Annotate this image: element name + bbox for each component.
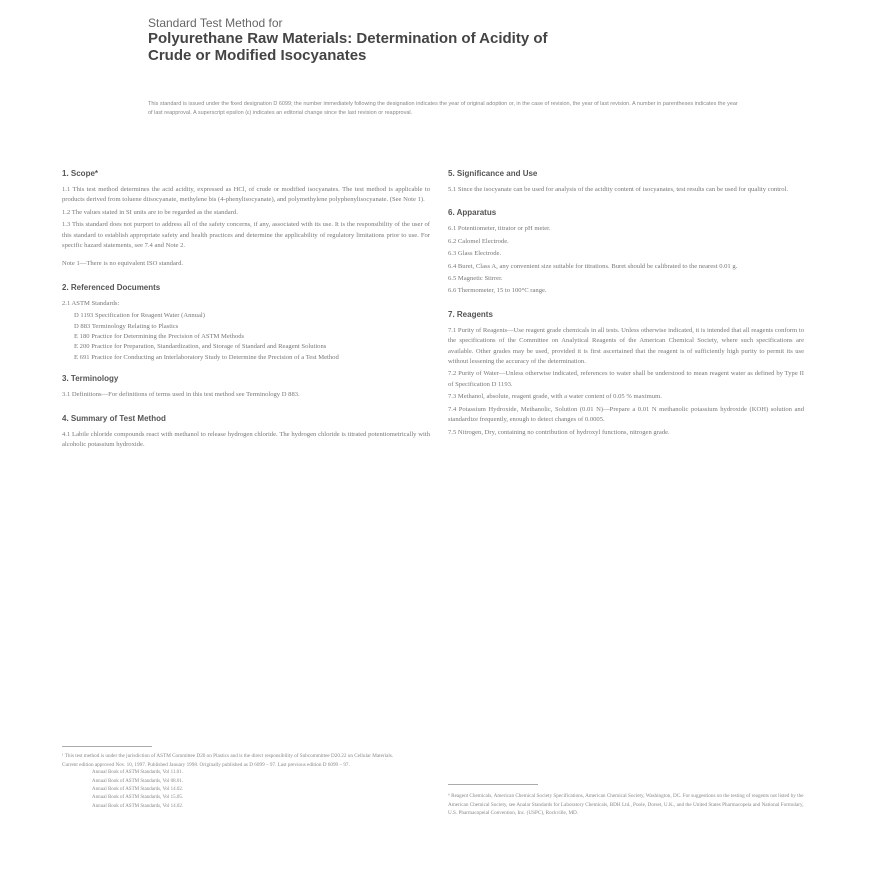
section-heading-apparatus: 6. Apparatus <box>448 208 497 218</box>
footnote: Current edition approved Nov. 10, 1997. Published January 1998. Originally published as D 6099 – 97. Last previous edition D 6099 – 97. <box>62 761 350 768</box>
apparatus-item: 6.4 Buret, Class A, any convenient size suitable for titrations. Buret should be calibrated to the nearest 0.01 g. <box>448 262 738 270</box>
scope-para-3: 1.3 This standard does not purport to address all of the safety concerns, if any, associated with its use. It is the responsibility of the user of this standard to establish appropriate safety and health practices and determine the applicability of regulatory limitations prior to use. For specific hazard statements, see 7.4 and Note 2. <box>62 221 430 250</box>
scope-note: Note 1—There is no equivalent ISO standard. <box>62 260 184 268</box>
title-line-3: Crude or Modified Isocyanates <box>148 47 367 64</box>
apparatus-item: 6.1 Potentiometer, titrator or pH meter. <box>448 225 551 233</box>
footnote: ⁶ Reagent Chemicals, American Chemical Society Specifications, American Chemical Society, Washington, DC. For suggestions on the testing of reagents not listed by the American Chemical Society, see Analar Standards for Laboratory Chemicals, BDH Ltd., Poole, Dorset, U.K., and the United States Pharmacopeia and National Formulary, U.S. Pharmacopeial Convention, Inc. (USPC), Rockville, MD. <box>448 793 804 817</box>
title-block <box>148 16 768 64</box>
reagents-para: 7.2 Purity of Water—Unless otherwise indicated, references to water shall be understood to mean reagent water as defined by Type II of Specification D 1193. <box>448 370 804 388</box>
referenced-item: D 1193 Specification for Reagent Water (Annual) <box>74 312 205 320</box>
footnote-table-row: Annual Book of ASTM Standards, Vol 14.02. <box>92 787 184 792</box>
reagents-para: 7.3 Methanol, absolute, reagent grade, with a water content of 0.05 % maximum. <box>448 393 662 401</box>
section-heading-summary: 4. Summary of Test Method <box>62 413 166 423</box>
footnote-table-row: Annual Book of ASTM Standards, Vol 14.02. <box>92 803 184 809</box>
section-heading-reagents: 7. Reagents <box>448 309 493 319</box>
reagents-para: 7.1 Purity of Reagents—Use reagent grade chemicals in all tests. Unless otherwise indicated, it is intended that all reagents conform to the specifications of the Committee on Analytical Reagents of the American Chemical Society, where such specifications are available. Other grades may be used, provided it is first ascertained that the reagent is of sufficiently high purity to permit its use without lessening the accuracy of the determination. <box>448 326 804 366</box>
summary-para: 4.1 Labile chloride compounds react with methanol to release hydrogen chloride. The hydrogen chloride is titrated potentiometrically with alcoholic potassium hydroxide. <box>62 430 430 449</box>
section-heading-terminology: 3. Terminology <box>62 374 119 384</box>
apparatus-item: 6.2 Calomel Electrode. <box>448 237 509 245</box>
title-line-2: Polyurethane Raw Materials: Determination of Acidity of <box>148 30 548 47</box>
scope-para-1: 1.1 This test method determines the acid acidity, expressed as HCl, of crude or modified isocyanates. The test method is applicable to products derived from toluene diisocyanate, methylene bis (4-phenylisocyanate), and polymethylene polyphenylisocyanate. (See Note 1). <box>62 186 430 204</box>
apparatus-item: 6.3 Glass Electrode. <box>448 250 502 258</box>
footnotes-right <box>448 792 804 818</box>
referenced-item: D 883 Terminology Relating to Plastics <box>74 322 179 330</box>
referenced-item: E 691 Practice for Conducting an Interlaboratory Study to Determine the Precision of a Test Method <box>74 353 339 361</box>
referenced-intro: 2.1 ASTM Standards: <box>62 299 120 307</box>
significance-para: 5.1 Since the isocyanate can be used for analysis of the acidity content of isocyanates, test results can be used for quality control. <box>448 186 789 193</box>
section-heading-scope: 1. Scope* <box>62 169 99 178</box>
footnote-table-row: Annual Book of ASTM Standards, Vol 11.01. <box>92 770 183 776</box>
title-line-1: Standard Test Method for <box>148 16 283 30</box>
reagents-para: 7.4 Potassium Hydroxide, Methanolic, Solution (0.01 N)—Prepare a 0.01 N methanolic potassium hydroxide (KOH) solution and standardize frequently, enough to detect changes of 0.0005. <box>448 405 804 424</box>
terminology-para: 3.1 Definitions—For definitions of terms used in this test method see Terminology D 883. <box>62 391 300 399</box>
section-heading-referenced-documents: 2. Referenced Documents <box>62 282 161 292</box>
footnote-table-row: Annual Book of ASTM Standards, Vol 08.01. <box>92 778 184 784</box>
scope-para-2: 1.2 The values stated in SI units are to be regarded as the standard. <box>62 208 238 216</box>
footnotes-left <box>62 752 430 811</box>
footnote: ¹ This test method is under the jurisdiction of ASTM Committee D20 on Plastics and is the direct responsibility of Subcommittee D20.22 on Cellular Materials. <box>62 753 394 759</box>
referenced-item: E 200 Practice for Preparation, Standardization, and Storage of Standard and Reagent Solutions <box>74 343 327 351</box>
designation-note: This standard is issued under the fixed designation D 6099; the number immediately following the designation indicates the year of original adoption or, in the case of revision, the year of last revision. A number in parentheses indicates the year of last reapproval. A superscript epsilon (ε) indicates an editorial change since the last revision or reapproval. <box>148 101 738 116</box>
footnote-table-row: Annual Book of ASTM Standards, Vol 15.05. <box>92 795 184 801</box>
right-column <box>448 168 804 440</box>
apparatus-item: 6.5 Magnetic Stirrer. <box>448 275 503 283</box>
section-heading-significance: 5. Significance and Use <box>448 169 538 178</box>
referenced-item: E 180 Practice for Determining the Precision of ASTM Methods <box>74 333 245 341</box>
apparatus-item: 6.6 Thermometer, 15 to 100°C range. <box>448 287 547 295</box>
footnote-rule-right <box>448 784 538 785</box>
left-column <box>62 168 430 453</box>
footnote-rule-left <box>62 746 152 747</box>
reagents-para: 7.5 Nitrogen, Dry, containing no contribution of hydroxyl functions, nitrogen grade. <box>448 428 670 436</box>
